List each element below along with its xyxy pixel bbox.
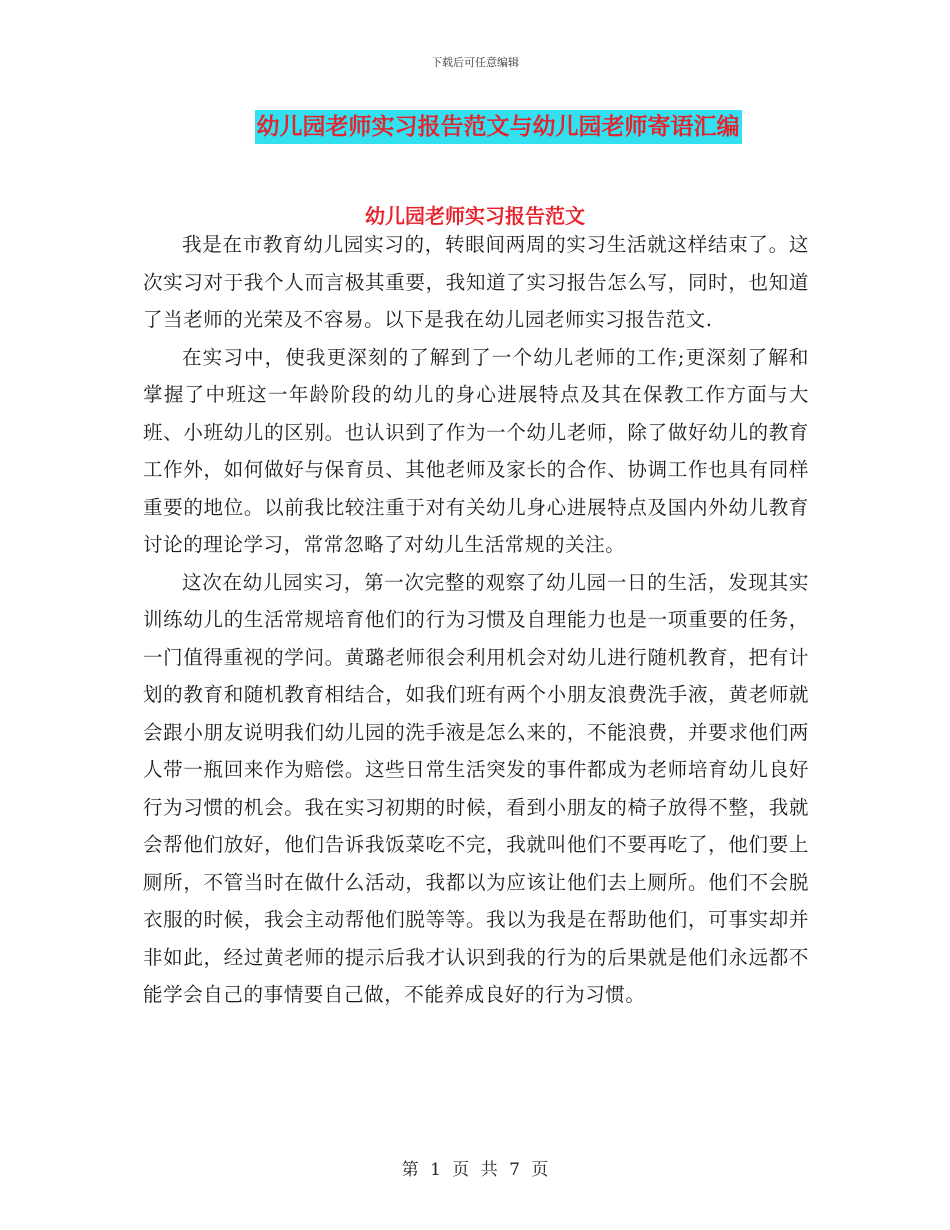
- paragraph-3: 这次在幼儿园实习，第一次完整的观察了幼儿园一日的生活，发现其实训练幼儿的生活常规培育他们的行为习惯及自理能力也是一项重要的任务，一门值得重视的学问。黄璐老师很会利用机会对幼儿进行随机教育，把有计划的教育和随机教育相结合，如我们班有两个小朋友浪费洗手液，黄老师就会跟小朋友说明我们幼儿园的洗手液是怎么来的，不能浪费，并要求他们两人带一瓶回来作为赔偿。这些日常生活突发的事件都成为老师培育幼儿良好行为习惯的机会。我在实习初期的时候，看到小朋友的椅子放得不整，我就会帮他们放好，他们告诉我饭菜吃不完，我就叫他们不要再吃了，他们要上厕所，不管当时在做什么活动，我都以为应该让他们去上厕所。他们不会脱衣服的时候，我会主动帮他们脱等等。我以为我是在帮助他们，可事实却并非如此，经过黄老师的提示后我才认识到我的行为的后果就是他们永远都不能学会自己的事情要自己做，不能养成良好的行为习惯。: [143, 570, 809, 1006]
- main-title: 幼儿园老师实习报告范文与幼儿园老师寄语汇编: [255, 110, 742, 144]
- main-title-container: [0, 110, 950, 144]
- header-note: 下载后可任意编辑: [431, 56, 519, 69]
- section-title: 幼儿园老师实习报告范文: [365, 204, 585, 228]
- paragraph-2: 在实习中，使我更深刻的了解到了一个幼儿老师的工作;更深刻了解和掌握了中班这一年龄阶段的幼儿的身心进展特点及其在保教工作方面与大班、小班幼儿的区别。也认识到了作为一个幼儿老师，除了做好幼儿的教育工作外，如何做好与保育员、其他老师及家长的合作、协调工作也具有同样重要的地位。以前我比较注重于对有关幼儿身心进展特点及国内外幼儿教育讨论的理论学习，常常忽略了对幼儿生活常规的关注。: [143, 345, 809, 556]
- page-footer: 第 1 页 共 7 页: [401, 1160, 549, 1180]
- paragraph-1: 我是在市教育幼儿园实习的，转眼间两周的实习生活就这样结束了。这次实习对于我个人而言极其重要，我知道了实习报告怎么写，同时，也知道了当老师的光荣及不容易。以下是我在幼儿园老师实习报告范文.: [143, 233, 809, 331]
- document-body: [143, 226, 809, 1014]
